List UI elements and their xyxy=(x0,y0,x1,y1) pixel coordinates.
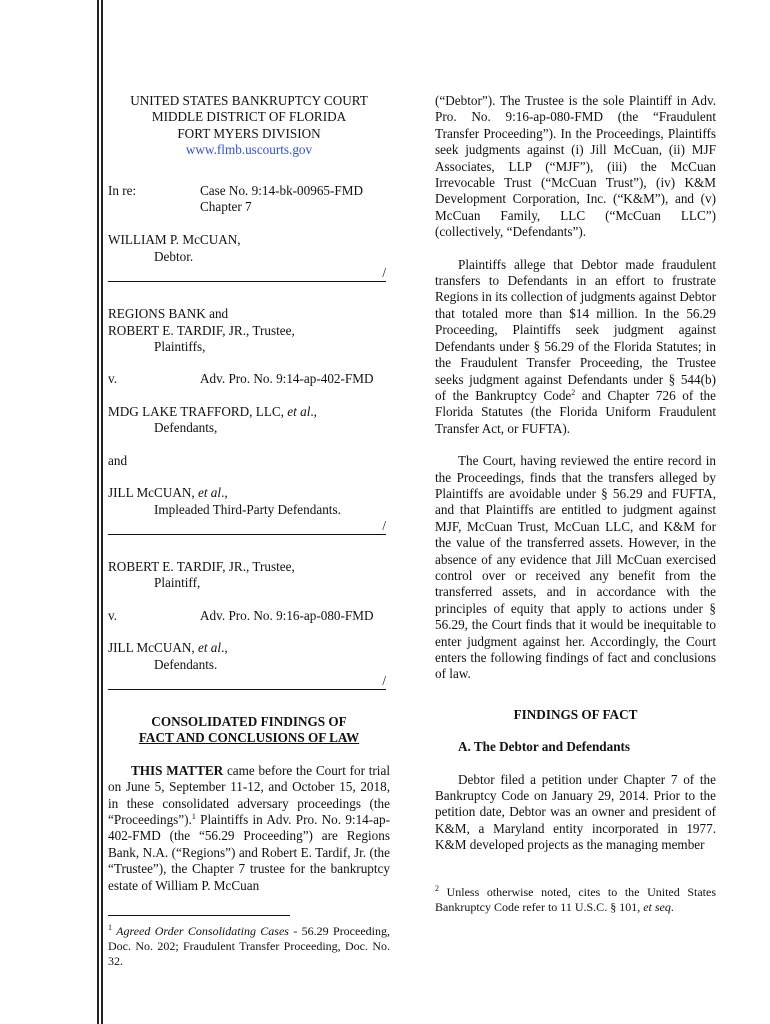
footnote-ref-1: 1 xyxy=(191,811,196,821)
parties-paragraph: (“Debtor”). The Trustee is the sole Plaintiff in Adv. Pro. No. 9:16-ap-080-FMD (the “Fraudulent Transfer Proceeding”). In the Proceedings, Plaintiffs seek judgments against (i) Jill McCuan, (ii) MJF Associates, LLP (“MJF”), (iii) the McCuan Irrevocable Trust (“McCuan Trust”), (iv) K&M Development Corporation, Inc. (“K&M”), and (v) McCuan Family, LLC (“McCuan LLC”) (collectively, “Defendants”). xyxy=(435,93,716,240)
plaintiff-trustee: ROBERT E. TARDIF, JR., Trustee, xyxy=(108,322,295,338)
caption-rule-2: / xyxy=(108,534,386,535)
division-name: FORT MYERS DIVISION xyxy=(177,125,321,141)
summary-paragraph: The Court, having reviewed the entire record in the Proceedings, finds that the transfers alleged by Plaintiffs are avoidable under § 56.29 and FUFTA, and that Plaintiffs are entitled to judgment against MJF, McCuan Trust, McCuan LLC, and K&M for the value of the transferred assets. However, in the absence of any evidence that Jill McCuan exercised control over or received any benefit from the transferred assets, and in accordance with the principles of equity that apply to actions under § 56.29, the Court finds that it would be inequitable to enter judgment against her. Accordingly, the Court enters the following findings of fact and conclusions of law. xyxy=(435,453,716,682)
defendants-label-2: Defendants. xyxy=(154,656,218,672)
versus-label: v. xyxy=(108,371,118,387)
debtor-label: Debtor. xyxy=(154,248,194,264)
case-number-row xyxy=(108,183,390,199)
document-heading-line-1: CONSOLIDATED FINDINGS OF xyxy=(151,713,347,729)
footnote-1: $^1$ Agreed Order Consolidating Cases - 56.29 Proceeding, Doc. No. 202; Fraudulent Transfer Proceeding, Doc. No. 32. xyxy=(108,923,390,968)
adv-pro-row-1 xyxy=(108,371,390,387)
and-label: and xyxy=(108,452,128,468)
in-re-label: In re: xyxy=(108,182,137,198)
case-number: Case No. 9:14-bk-00965-FMD xyxy=(200,182,364,198)
chapter: Chapter 7 xyxy=(200,199,252,215)
district-name: MIDDLE DISTRICT OF FLORIDA xyxy=(151,109,347,125)
caption-rule-3: / xyxy=(108,689,386,690)
debtor-name: WILLIAM P. McCUAN, xyxy=(108,232,241,248)
third-party-label: Impleaded Third-Party Defendants. xyxy=(154,501,341,517)
third-party-defendant: JILL McCUAN, et al., xyxy=(108,485,228,501)
left-margin-line-inner xyxy=(101,0,103,1024)
adv-pro-number-2: Adv. Pro. No. 9:16-ap-080-FMD xyxy=(200,607,374,623)
defendant-jill: JILL McCUAN, et al., xyxy=(108,640,228,656)
court-name: UNITED STATES BANKRUPTCY COURT xyxy=(130,93,368,108)
debtor-paragraph: Debtor filed a petition under Chapter 7 of the Bankruptcy Code on January 29, 2014. Prior to the petition date, Debtor was an owner and president of K&M, a Maryland entity incorporated in 1977. K&M developed projects as the managing member xyxy=(435,771,716,853)
subheading-a: A. The Debtor and Defendants xyxy=(458,739,631,755)
document-heading-line-2: FACT AND CONCLUSIONS OF LAW xyxy=(138,730,360,746)
right-column xyxy=(435,93,716,914)
adv-pro-row-2 xyxy=(108,608,390,624)
intro-paragraph: THIS MATTER came before the Court for trial on June 5, September 11-12, and October 15, 2018, in these consolidated adversary proceedings (the “Proceedings”).$^1$ Plaintiffs in Adv. Pro. No. 9:14-ap-402-FMD (the “56.29 Proceeding”) are Regions Bank, N.A. (“Regions”) and Robert E. Tardif, Jr. (the “Trustee”), the Chapter 7 trustee for the bankruptcy estate of William P. McCuan xyxy=(108,762,390,893)
plaintiffs-label: Plaintiffs, xyxy=(154,339,206,355)
versus-label-2: v. xyxy=(108,607,118,623)
footnote-2: $^2$ Unless otherwise noted, cites to the United States Bankruptcy Code refer to 11 U.S.C. § 101, et seq. xyxy=(435,884,716,914)
left-margin-line xyxy=(97,0,99,1024)
plaintiff-label: Plaintiff, xyxy=(154,575,201,591)
footnote-ref-2: 2 xyxy=(571,387,576,397)
adv-pro-number-1: Adv. Pro. No. 9:14-ap-402-FMD xyxy=(200,371,374,387)
chapter-row xyxy=(108,199,390,215)
allegations-paragraph: Plaintiffs allege that Debtor made fraudulent transfers to Defendants in an effort to frustrate Regions in its collection of judgments against Debtor that totaled more than $14 million. In the 56.29 Proceeding, Plaintiffs seek judgment against Defendants under § 56.29 of the Florida Statutes; in the Fraudulent Transfer Proceeding, the Trustee seeks judgment against Defendants under § 544(b) of the Bankruptcy Code$^2$ and Chapter 726 of the Florida Statutes (the Florida Uniform Fraudulent Transfer Act, or FUFTA). xyxy=(435,256,716,436)
defendants-label: Defendants, xyxy=(154,420,218,436)
defendant-mdg: MDG LAKE TRAFFORD, LLC, et al., xyxy=(108,403,317,419)
court-website-link[interactable]: www.flmb.uscourts.gov xyxy=(185,142,313,158)
plaintiff-trustee-2: ROBERT E. TARDIF, JR., Trustee, xyxy=(108,558,295,574)
findings-heading: FINDINGS OF FACT xyxy=(513,706,638,722)
left-column xyxy=(108,93,390,969)
caption-rule-1: / xyxy=(108,281,386,282)
plaintiff-regions: REGIONS BANK and xyxy=(108,306,229,322)
